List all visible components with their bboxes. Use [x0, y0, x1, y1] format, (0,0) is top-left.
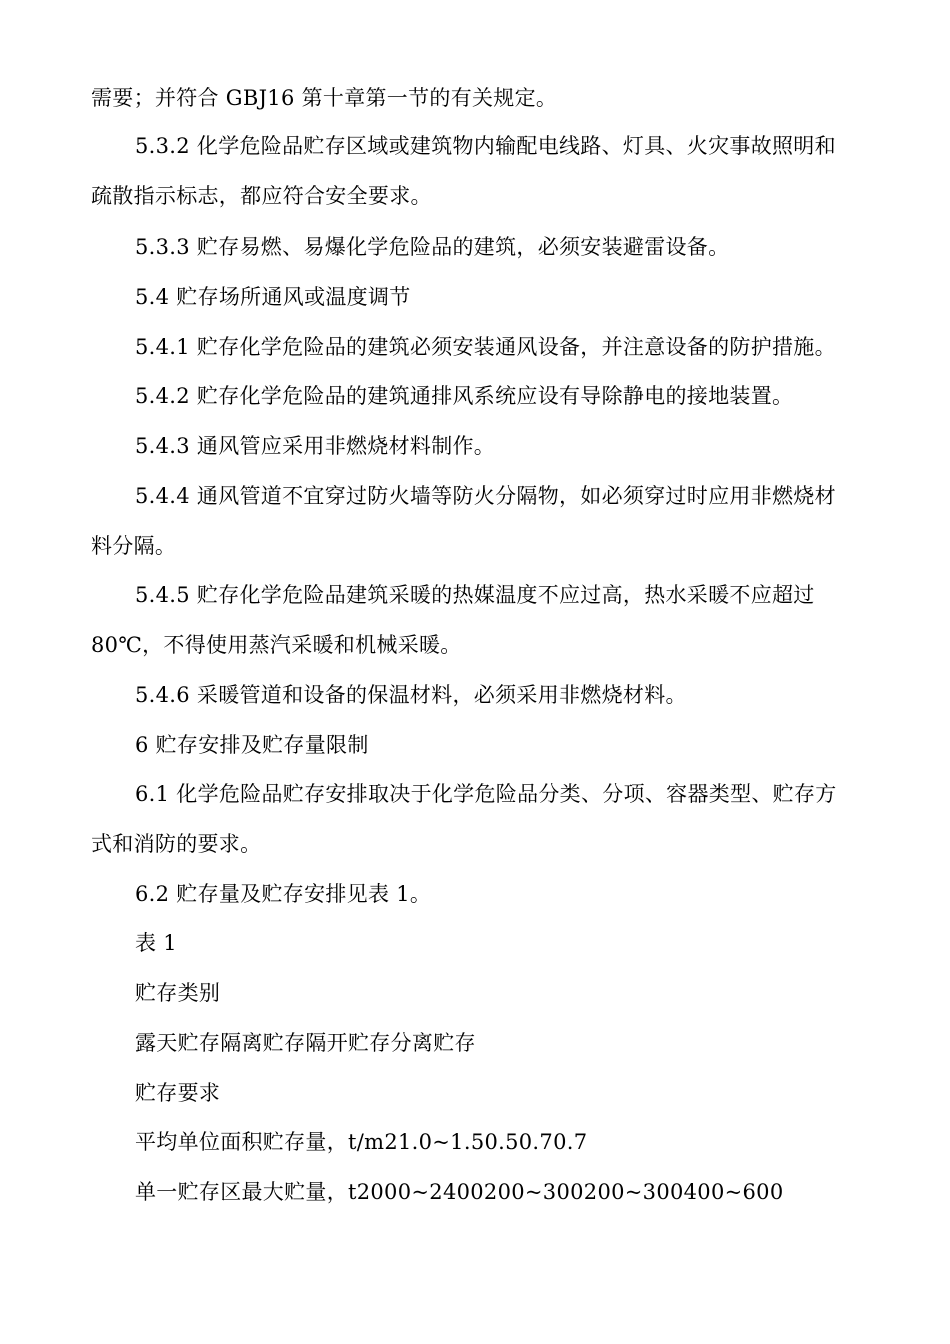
clause-5-4-4: 5.4.4 通风管道不宜穿过防火墙等防火分隔物，如必须穿过时应用非燃烧材	[135, 484, 836, 508]
clause-5-4-6: 5.4.6 采暖管道和设备的保温材料，必须采用非燃烧材料。	[135, 683, 687, 707]
paragraph-line-continuation: 需要；并符合 GBJ16 第十章第一节的有关规定。	[91, 86, 558, 110]
section-5-4-heading: 5.4 贮存场所通风或温度调节	[135, 285, 411, 309]
single-zone-max-storage: 单一贮存区最大贮量，t2000~2400200~300200~300400~600	[135, 1180, 784, 1204]
section-6-heading: 6 贮存安排及贮存量限制	[135, 733, 369, 757]
storage-requirements-label: 贮存要求	[135, 1081, 221, 1105]
clause-6-2: 6.2 贮存量及贮存安排见表 1。	[135, 882, 432, 906]
clause-5-4-5-continuation: 80℃，不得使用蒸汽采暖和机械采暖。	[91, 633, 462, 657]
clause-5-4-5: 5.4.5 贮存化学危险品建筑采暖的热媒温度不应过高，热水采暖不应超过	[135, 583, 815, 607]
storage-category-label: 贮存类别	[135, 981, 221, 1005]
clause-6-1: 6.1 化学危险品贮存安排取决于化学危险品分类、分项、容器类型、贮存方	[135, 782, 837, 806]
clause-6-1-continuation: 式和消防的要求。	[91, 832, 262, 856]
clause-5-4-1: 5.4.1 贮存化学危险品的建筑必须安装通风设备，并注意设备的防护措施。	[135, 335, 836, 359]
clause-5-3-2: 5.3.2 化学危险品贮存区域或建筑物内输配电线路、灯具、火灾事故照明和	[135, 134, 836, 158]
clause-5-3-2-continuation: 疏散指示标志，都应符合安全要求。	[91, 184, 432, 208]
clause-5-4-4-continuation: 料分隔。	[91, 534, 177, 558]
clause-5-4-2: 5.4.2 贮存化学危险品的建筑通排风系统应设有导除静电的接地装置。	[135, 384, 794, 408]
clause-5-4-3: 5.4.3 通风管应采用非燃烧材料制作。	[135, 434, 496, 458]
table-1-label: 表 1	[135, 931, 177, 955]
clause-5-3-3: 5.3.3 贮存易燃、易爆化学危险品的建筑，必须安装避雷设备。	[135, 235, 730, 259]
storage-category-values: 露天贮存隔离贮存隔开贮存分离贮存	[135, 1031, 476, 1055]
average-unit-area-storage: 平均单位面积贮存量，t/m21.0~1.50.50.70.7	[135, 1130, 588, 1154]
